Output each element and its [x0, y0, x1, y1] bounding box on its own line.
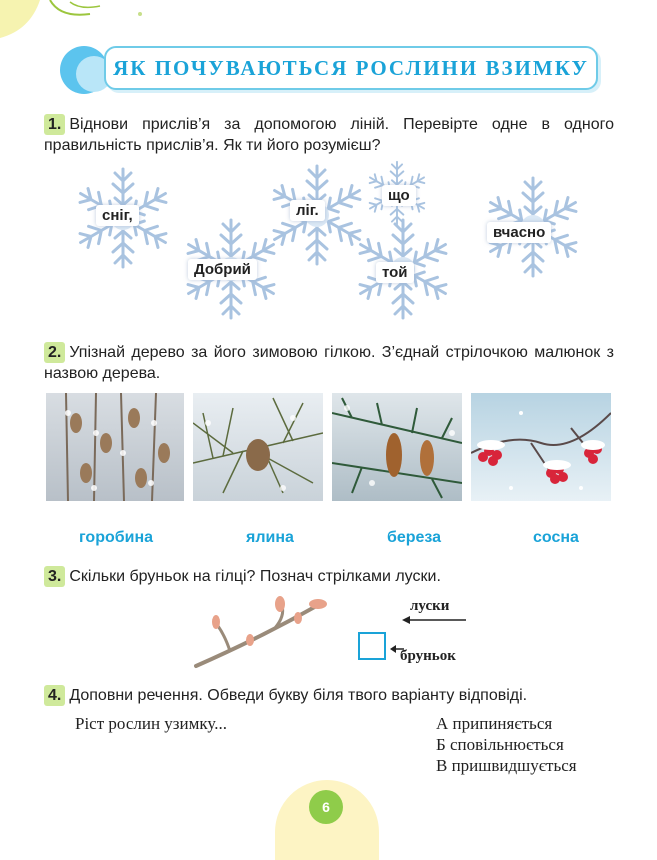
rowan-branch-photo[interactable]: [471, 393, 611, 501]
pine-branch-photo[interactable]: [193, 393, 323, 501]
task-4-number: 4.: [44, 685, 65, 706]
task-2: [44, 342, 614, 384]
sentence-start: Ріст рослин узимку...: [75, 714, 227, 733]
proverb-word[interactable]: що: [382, 185, 416, 206]
answer-box[interactable]: [358, 632, 386, 660]
task-2-number: 2.: [44, 342, 65, 363]
title-box: [104, 46, 598, 90]
task-3-text: Скільки бруньок на гілці? Познач стрілками луски.: [69, 568, 441, 585]
option-a[interactable]: А припиняється: [436, 714, 553, 733]
task-4-text: Доповни речення. Обведи букву біля твого варіанту відповіді.: [69, 687, 528, 704]
tree-name-rowan[interactable]: горобина: [78, 529, 154, 546]
corner-leaf-decoration: [0, 0, 150, 40]
option-b[interactable]: Б сповільнюється: [436, 735, 564, 754]
arrow-left-icon: [402, 615, 468, 625]
task-3: [44, 566, 614, 587]
task-1-text: Віднови прислів’я за допомогою ліній. Перевірте одне в одного правильність прислів’я. Як ти його розумієш?: [44, 116, 614, 154]
task-1-number: 1.: [44, 114, 65, 135]
proverb-word[interactable]: той: [376, 262, 414, 283]
task-1: [44, 114, 614, 156]
task-2-text: Упізнай дерево за його зимовою гілкою. З’єднай стрілочкою малюнок з назвою дерева.: [44, 344, 614, 382]
spruce-branch-photo[interactable]: [332, 393, 462, 501]
tree-name-birch[interactable]: береза: [386, 529, 442, 546]
branch-with-buds-illustration: [190, 596, 330, 672]
task-3-number: 3.: [44, 566, 65, 587]
tree-name-pine[interactable]: сосна: [533, 529, 579, 546]
page-title: ЯК ПОЧУВАЮТЬСЯ РОСЛИНИ ВЗИМКУ: [113, 55, 589, 80]
proverb-word[interactable]: сніг,: [96, 205, 139, 226]
label-bud: бруньок: [400, 648, 456, 664]
task-4: [44, 685, 614, 706]
option-c[interactable]: В пришвидшується: [436, 756, 577, 775]
tree-name-spruce[interactable]: ялина: [246, 529, 294, 546]
birch-branch-photo[interactable]: [46, 393, 184, 501]
page-number: 6: [309, 790, 343, 824]
proverb-word[interactable]: ліг.: [290, 200, 325, 221]
label-scales: луски: [410, 598, 450, 614]
proverb-word[interactable]: Добрий: [188, 259, 257, 280]
proverb-word[interactable]: вчасно: [487, 222, 551, 243]
